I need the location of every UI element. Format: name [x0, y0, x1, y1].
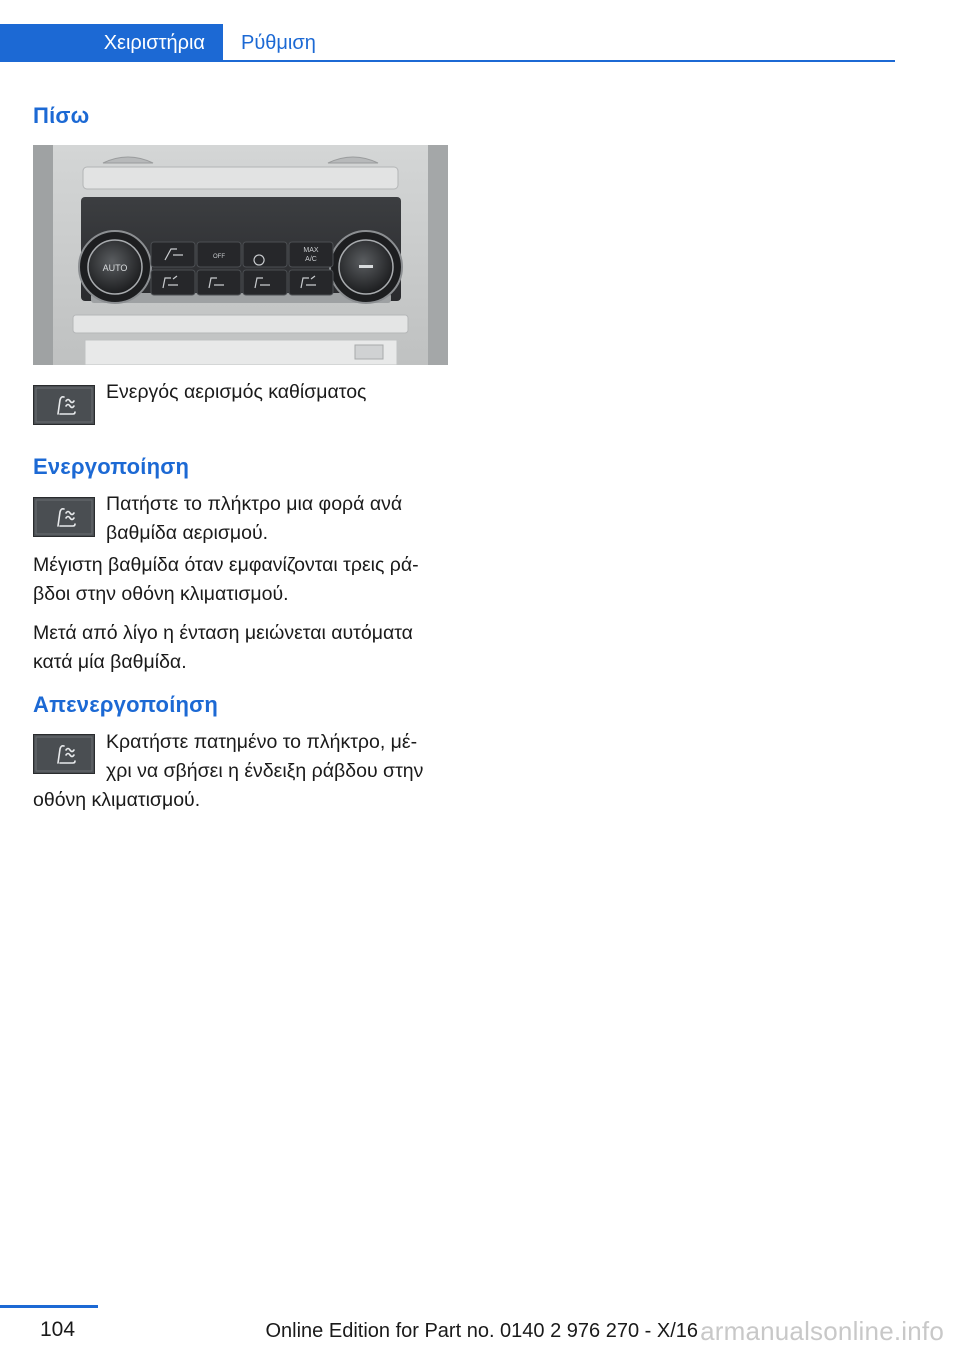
tab-settings[interactable]: Ρύθμιση [241, 32, 316, 54]
watermark: armanualsonline.info [700, 1316, 944, 1346]
footer-edition: Online Edition for Part no. 0140 2 976 270 - X/16 [265, 1320, 698, 1342]
seat-ventilation-button-icon [33, 734, 95, 774]
tab-controls[interactable]: Χειριστήρια [0, 24, 223, 62]
page-header [0, 24, 895, 62]
max-label: MAX [303, 247, 319, 254]
deactivation-step-line-3: οθόνη κλιματισμού. [33, 789, 201, 811]
header-divider [223, 60, 895, 62]
auto-reduce-line-1: Μετά από λίγο η ένταση μειώνεται αυτόματα [33, 622, 413, 644]
off-label: OFF [213, 254, 225, 260]
activation-step-line-1: Πατήστε το πλήκτρο μια φορά ανά [106, 493, 403, 515]
deactivation-step-line-1: Κρατήστε πατημένο το πλήκτρο, μέ- [106, 731, 418, 753]
deactivation-step-line-2: χρι να σβήσει η ένδειξη ράβδου στην [106, 760, 424, 782]
rear-climate-panel-photo [33, 145, 448, 365]
seat-ventilation-button-icon [33, 497, 95, 537]
section-title-deactivation: Απενεργοποίηση [33, 692, 219, 717]
page-number: 104 [40, 1318, 76, 1341]
max-level-line-1: Μέγιστη βαθμίδα όταν εμφανίζονται τρεις ρά- [33, 554, 419, 576]
auto-reduce-line-2: κατά μία βαθμίδα. [33, 651, 187, 673]
ac-label: A/C [305, 256, 317, 263]
auto-label: AUTO [102, 263, 128, 273]
seat-ventilation-button-icon [33, 385, 95, 425]
activation-step-line-2: βαθμίδα αερισμού. [106, 522, 269, 544]
section-title-activation: Ενεργοποίηση [33, 454, 190, 479]
footer-divider [0, 1305, 98, 1308]
section-title-rear: Πίσω [33, 103, 90, 128]
max-level-line-2: βδοι στην οθόνη κλιματισμού. [33, 583, 289, 605]
icon-caption: Ενεργός αερισμός καθίσματος [106, 381, 367, 403]
